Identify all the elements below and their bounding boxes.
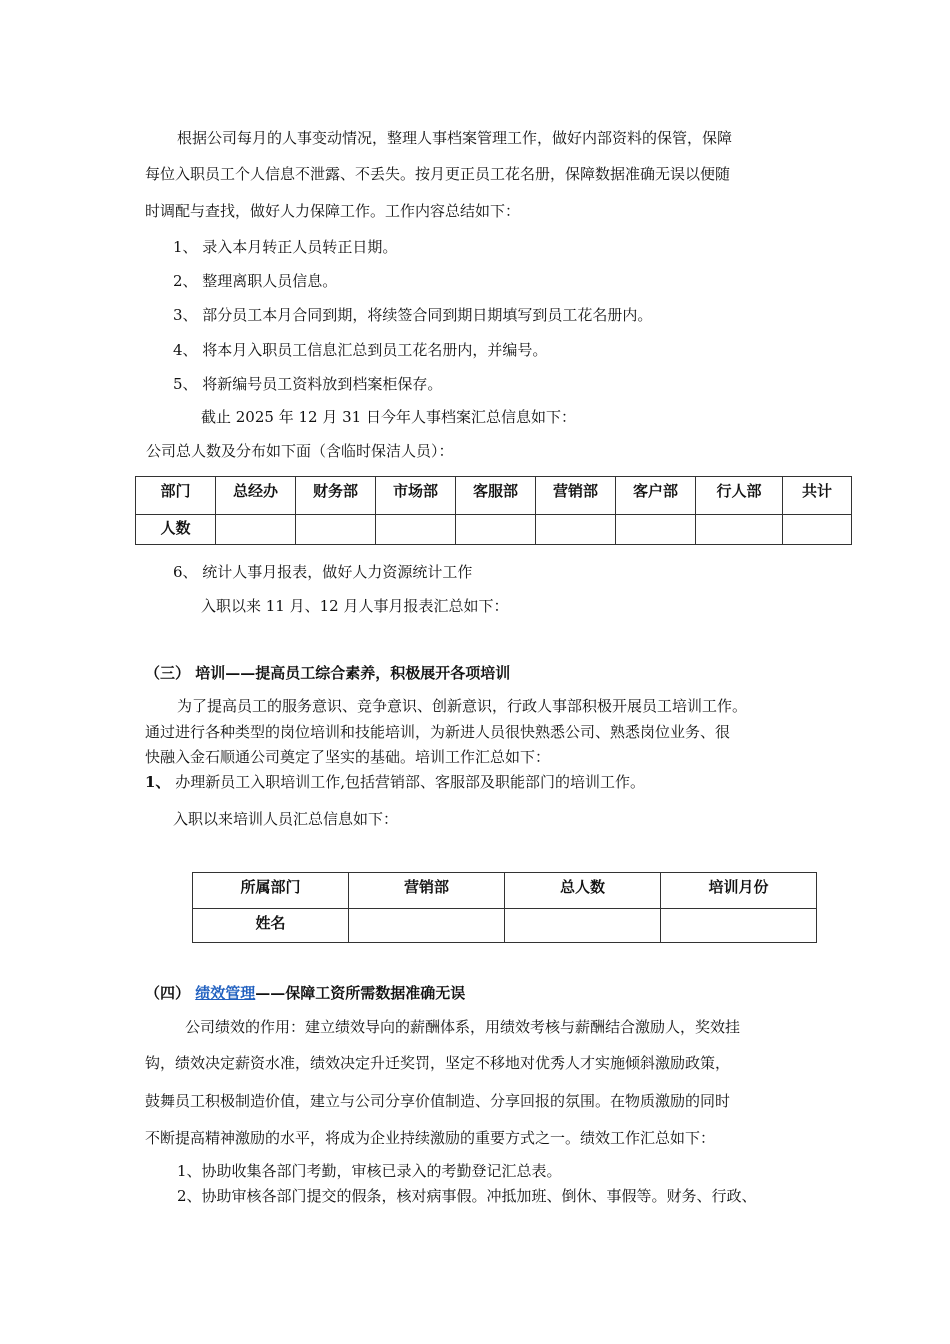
section-4-line-4: 不断提高精神激励的水平，将成为企业持续激励的重要方式之一。绩效工作汇总如下： xyxy=(145,1129,716,1147)
dept-header-cell: 行人部 xyxy=(696,477,783,515)
task-item-5: 5、 将新编号员工资料放到档案柜保存。 xyxy=(173,375,443,393)
dept-row-label: 人数 xyxy=(136,515,216,545)
training-name-row xyxy=(193,909,817,943)
dept-header-cell: 财务部 xyxy=(296,477,376,515)
training-header-cell: 所属部门 xyxy=(193,873,349,909)
training-note: 入职以来培训人员汇总信息如下： xyxy=(173,810,399,828)
training-header-cell: 总人数 xyxy=(505,873,661,909)
item-text: 办理新员工入职培训工作,包括营销部、客服部及职能部门的培训工作。 xyxy=(170,773,645,791)
distribution-note: 公司总人数及分布如下面（含临时保洁人员）： xyxy=(146,442,454,460)
training-row-label: 姓名 xyxy=(193,909,349,943)
task-item-2: 2、 整理离职人员信息。 xyxy=(173,272,338,290)
training-cell xyxy=(349,909,505,943)
monthly-report-note: 入职以来 11 月、12 月人事月报表汇总如下： xyxy=(201,597,509,615)
summary-note: 截止 2025 年 12 月 31 日今年人事档案汇总信息如下： xyxy=(201,408,576,426)
dept-header-cell: 客服部 xyxy=(456,477,536,515)
department-count-row xyxy=(136,515,852,545)
dept-header-cell: 部门 xyxy=(136,477,216,515)
training-cell xyxy=(505,909,661,943)
dept-count-cell xyxy=(696,515,783,545)
department-table xyxy=(135,476,852,545)
dept-header-cell: 总经办 xyxy=(216,477,296,515)
dept-count-cell xyxy=(783,515,852,545)
section-3-item-1 xyxy=(145,771,645,792)
section-4-line-2: 钩，绩效决定薪资水准，绩效决定升迁奖罚，坚定不移地对优秀人才实施倾斜激励政策， xyxy=(145,1054,731,1072)
section-4-line-3: 鼓舞员工积极制造价值，建立与公司分享价值制造、分享回报的氛围。在物质激励的同时 xyxy=(145,1092,731,1110)
dept-count-cell xyxy=(376,515,456,545)
performance-management-link[interactable]: 绩效管理 xyxy=(195,984,256,1002)
section-4-suffix: ——保障工资所需数据准确无误 xyxy=(255,984,466,1002)
section-4-title xyxy=(145,982,465,1003)
item-number: 1、 xyxy=(145,773,171,791)
dept-header-cell: 客户部 xyxy=(616,477,696,515)
training-header-cell: 培训月份 xyxy=(661,873,817,909)
task-item-4: 4、 将本月入职员工信息汇总到员工花名册内，并编号。 xyxy=(173,341,548,359)
dept-header-cell: 共计 xyxy=(783,477,852,515)
dept-count-cell xyxy=(296,515,376,545)
dept-count-cell xyxy=(456,515,536,545)
section-4-prefix: （四） xyxy=(145,984,196,1002)
section-4-item-2: 2、协助审核各部门提交的假条，核对病事假。冲抵加班、倒休、事假等。财务、行政、 xyxy=(177,1187,757,1205)
section-3-line-1: 为了提高员工的服务意识、竞争意识、创新意识，行政人事部积极开展员工培训工作。 xyxy=(177,697,748,715)
dept-header-cell: 营销部 xyxy=(536,477,616,515)
section-4-line-1: 公司绩效的作用：建立绩效导向的薪酬体系，用绩效考核与薪酬结合激励人，奖效挂 xyxy=(185,1018,741,1036)
training-header-cell: 营销部 xyxy=(349,873,505,909)
department-header-row xyxy=(136,477,852,515)
dept-count-cell xyxy=(616,515,696,545)
task-item-6: 6、 统计人事月报表，做好人力资源统计工作 xyxy=(173,563,473,581)
section-3-line-2: 通过进行各种类型的岗位培训和技能培训，为新进人员很快熟悉公司、熟悉岗位业务、很 xyxy=(145,723,731,741)
task-item-3: 3、 部分员工本月合同到期，将续签合同到期日期填写到员工花名册内。 xyxy=(173,306,653,324)
dept-count-cell xyxy=(216,515,296,545)
intro-line-1: 根据公司每月的人事变动情况，整理人事档案管理工作，做好内部资料的保管，保障 xyxy=(177,129,733,147)
section-3-line-3: 快融入金石顺通公司奠定了坚实的基础。培训工作汇总如下： xyxy=(145,748,551,766)
dept-count-cell xyxy=(536,515,616,545)
intro-line-3: 时调配与查找，做好人力保障工作。工作内容总结如下： xyxy=(145,202,521,220)
intro-line-2: 每位入职员工个人信息不泄露、不丢失。按月更正员工花名册，保障数据准确无误以便随 xyxy=(145,165,731,183)
section-4-item-1: 1、协助收集各部门考勤，审核已录入的考勤登记汇总表。 xyxy=(177,1162,562,1180)
section-3-title: （三） 培训——提高员工综合素养，积极展开各项培训 xyxy=(145,664,511,682)
task-item-1: 1、 录入本月转正人员转正日期。 xyxy=(173,238,398,256)
training-header-row xyxy=(193,873,817,909)
training-cell xyxy=(661,909,817,943)
dept-header-cell: 市场部 xyxy=(376,477,456,515)
training-table xyxy=(192,872,817,943)
